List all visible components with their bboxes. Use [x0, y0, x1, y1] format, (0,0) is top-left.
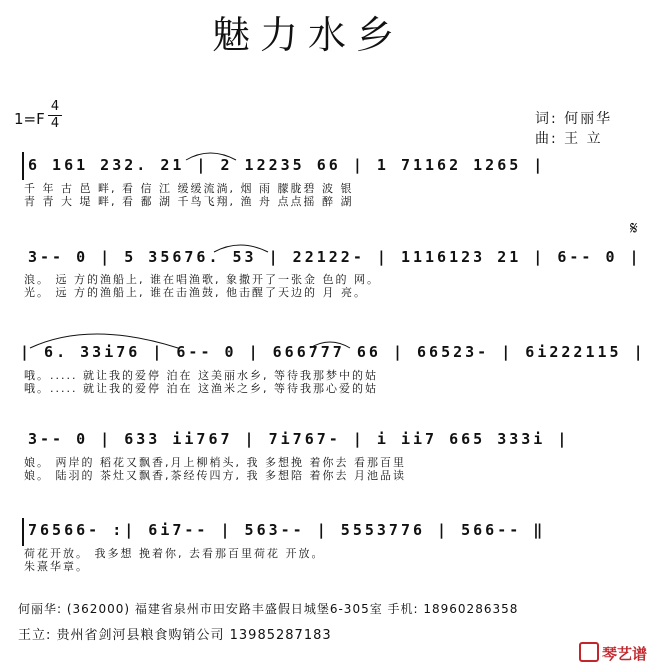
lyrics-row-3-verse-2: 哦。..... 就让我的爱停 泊在 这渔米之乡, 等待我那心爱的姑 [24, 382, 378, 395]
lyrics-row-1-verse-2: 青 青 大 堤 畔, 看 鄱 湖 千鸟飞翔, 渔 舟 点点摇 醉 湖 [24, 195, 354, 208]
meter-bottom: 4 [50, 116, 60, 131]
lyrics-row-4-verse-1: 娘。 两岸的 稻花又飘香,月上柳梢头, 我 多想挽 着你去 看那百里 [24, 456, 406, 469]
lyrics-row-3-verse-1: 哦。..... 就让我的爱停 泊在 这美丽水乡, 等待我那梦中的姑 [24, 369, 378, 382]
lyrics-row-4-verse-2: 娘。 陆羽的 茶灶又飘香,茶经传四方, 我 多想陪 着你去 月池品读 [24, 469, 406, 482]
lyrics-row-2-verse-1: 浪。 远 方的渔船上, 谁在唱渔歌, 象撒开了一张金 色的 网。 [24, 273, 380, 286]
notation-row-1: 6 161 232. 21 | 2 12235 66 | 1 71162 1265 | [28, 156, 546, 174]
key-signature: 1=F [14, 110, 45, 128]
lyrics-row-1-verse-1: 千 年 古 邑 畔, 看 信 江 缓缓流淌, 烟 雨 朦胧碧 波 银 [24, 182, 354, 195]
segno-sign: 𝄋 [630, 218, 638, 239]
notation-row-5: 76566- :| 6i7-- | 563-- | 5553776 | 566-- ‖ [28, 521, 546, 539]
notation-row-3: | 6. 33i76 | 6-- 0 | 666777 66 | 66523- | 6i222115 | [20, 343, 646, 361]
meter-top: 4 [50, 99, 60, 114]
notation-row-2: 3-- 0 | 5 35676. 53 | 22122- | 1116123 21 | 6-- 0 | [28, 248, 642, 266]
lyrics-row-2-verse-2: 光。 远 方的渔船上, 谁在击渔鼓, 他击醒了天边的 月 亮。 [24, 286, 367, 299]
logo-icon [579, 642, 599, 662]
lyricist-credit: 词: 何丽华 [535, 111, 613, 127]
footer-contact-lyricist: 何丽华: (362000) 福建省泉州市田安路丰盛假日城堡6-305室 手机: 18960286358 [18, 602, 519, 616]
composer-credit: 曲: 王 立 [535, 131, 603, 147]
notation-row-4: 3-- 0 | 633 ii767 | 7i767- | i ii7 665 333i | [28, 430, 570, 448]
watermark-text: 琴艺谱 [601, 645, 647, 663]
lyrics-row-5-verse-2: 朱熹华章。 [24, 560, 89, 573]
song-title: 魅力水乡 [212, 13, 405, 57]
footer-contact-composer: 王立: 贵州省剑河县粮食购销公司 13985287183 [18, 628, 332, 643]
watermark-logo [579, 642, 647, 664]
lyrics-row-5-verse-1: 荷花开放。 我多想 挽着你, 去看那百里荷花 开放。 [24, 547, 325, 560]
